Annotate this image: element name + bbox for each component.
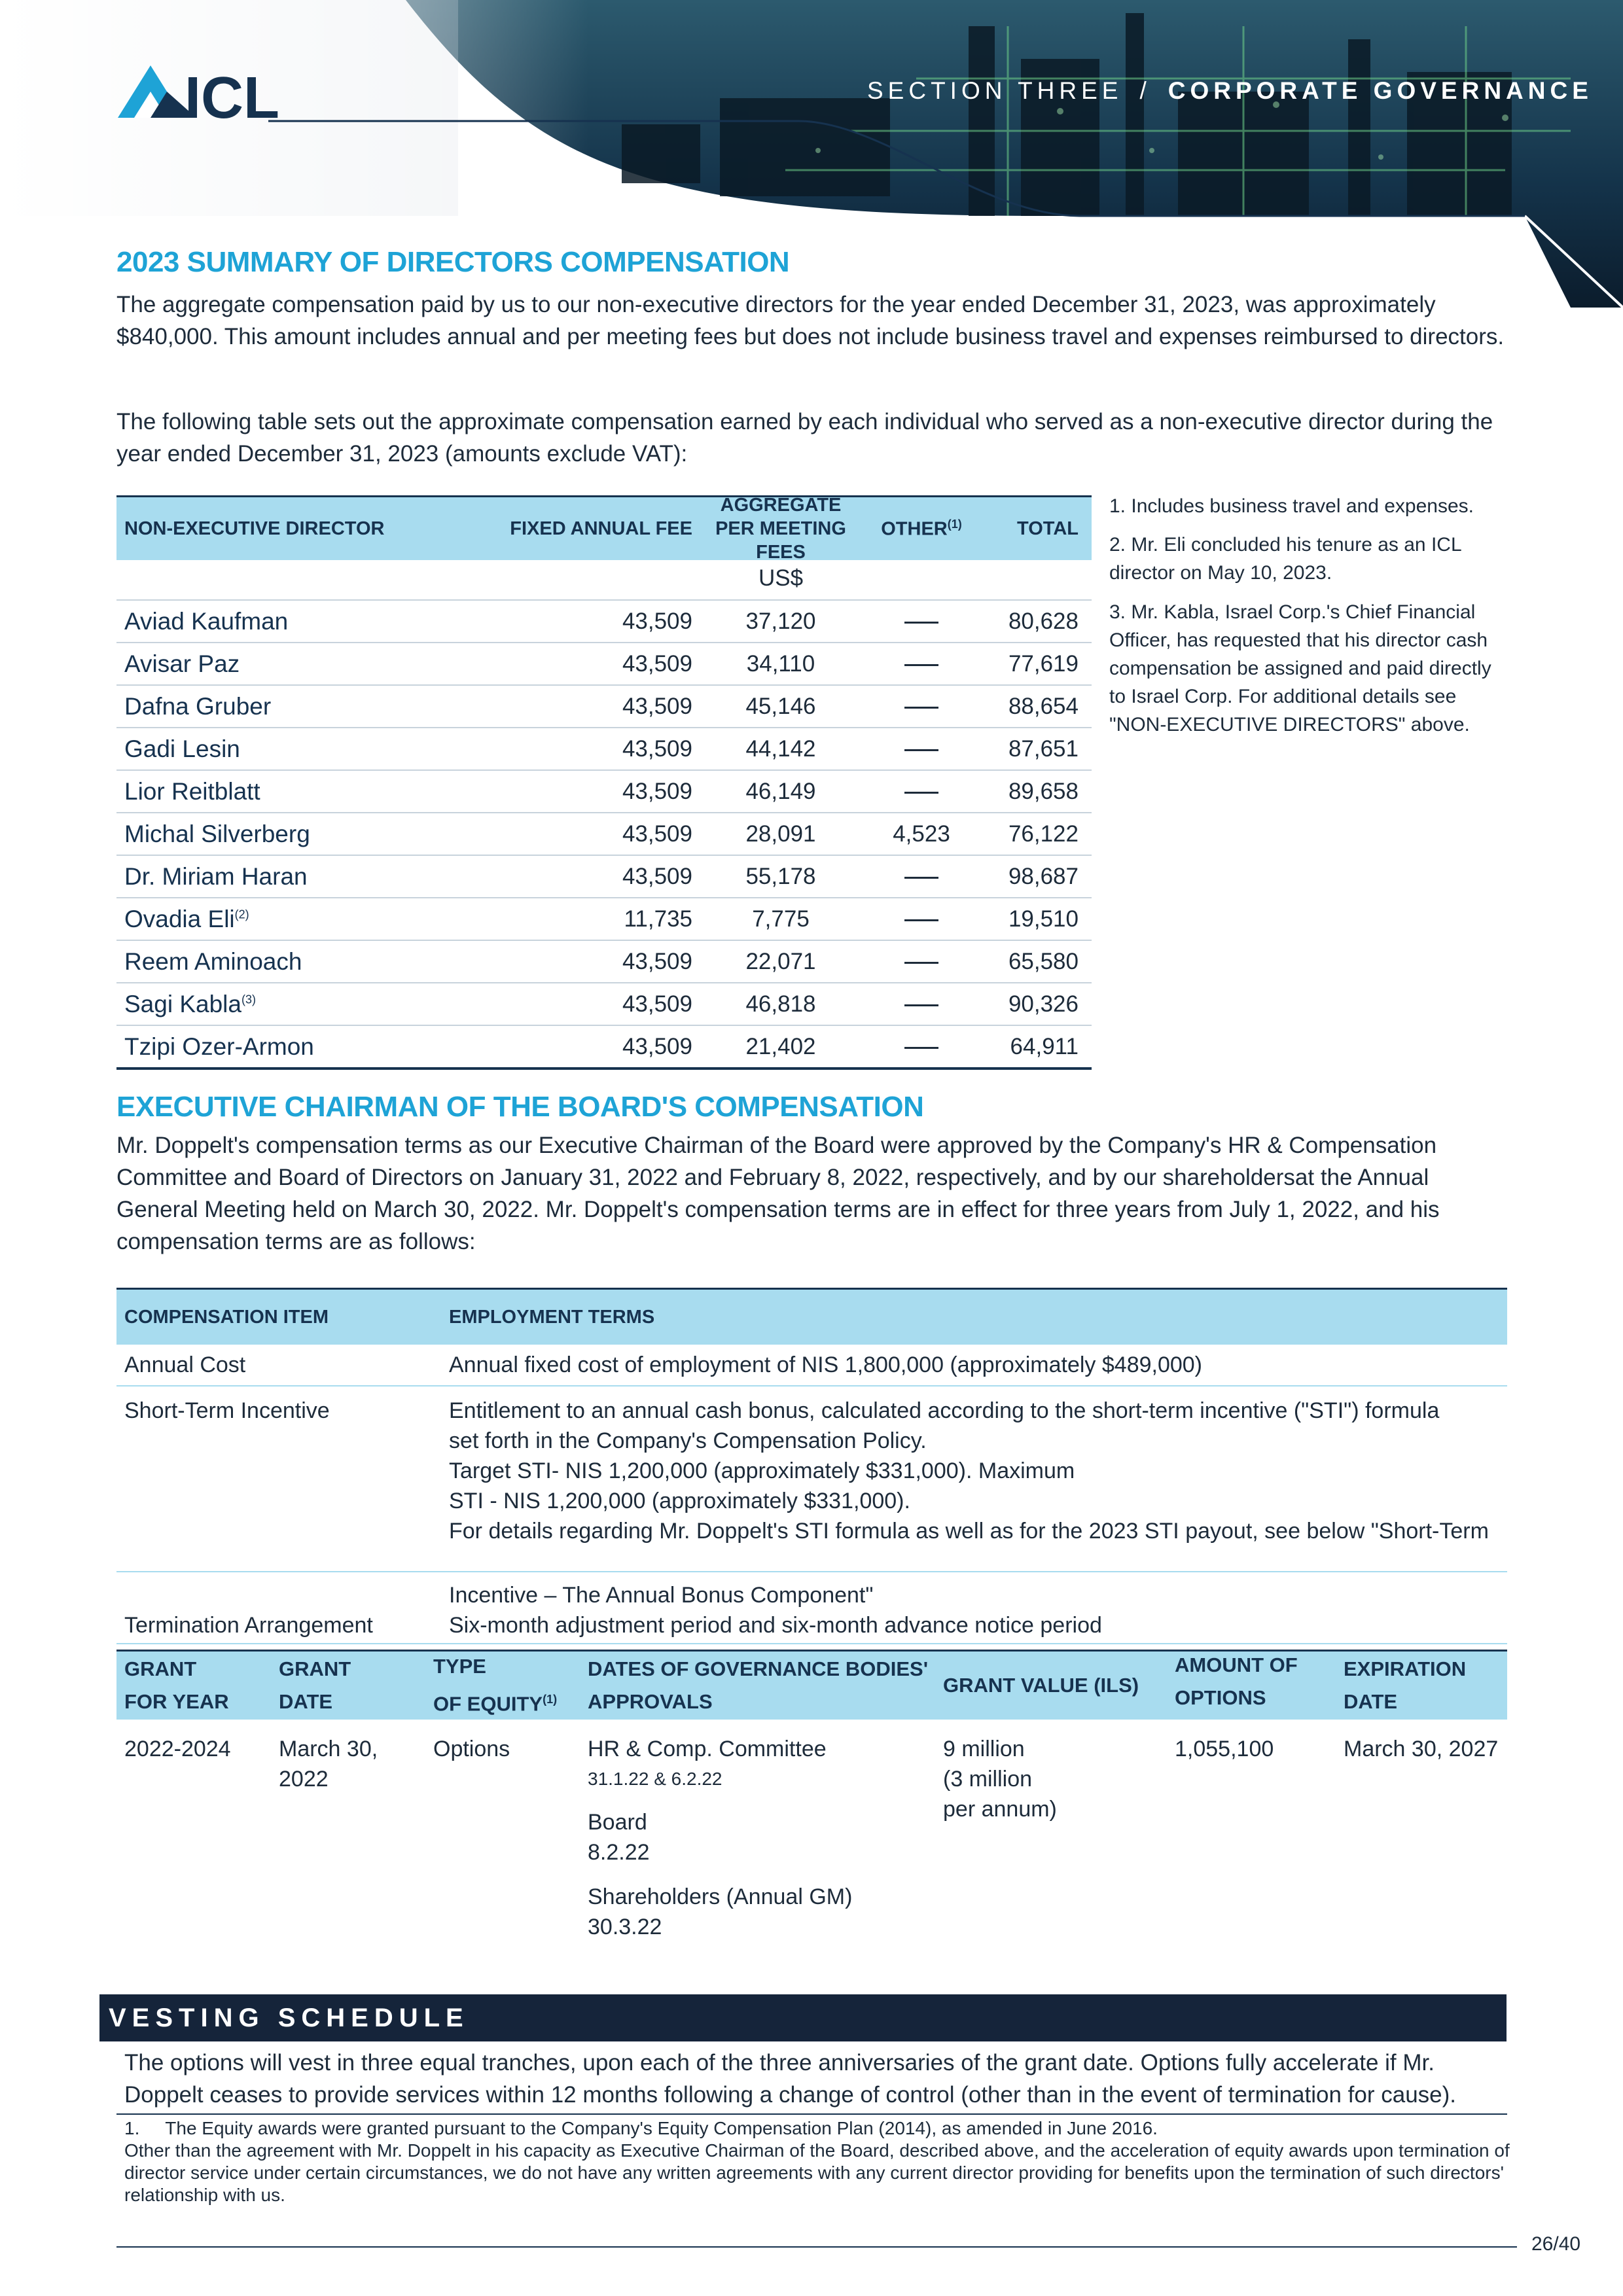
fixed-fee: 43,509 (622, 948, 692, 974)
director-row (116, 728, 1092, 771)
nil-dash (904, 1004, 938, 1006)
header-expiration-date (1344, 1653, 1507, 1718)
approvals (588, 1734, 943, 1942)
sti-line: STI - NIS 1,200,000 (approximately $331,000). (449, 1489, 910, 1513)
header-compensation-item: COMPENSATION ITEM (124, 1306, 329, 1328)
footnote-text: The Equity awards were granted pursuant to the Company's Equity Compensation Plan (2014), as amended in June 2016. (165, 2118, 1158, 2138)
directors-table-body (116, 601, 1092, 1070)
total-fee: 76,122 (1008, 821, 1079, 847)
director-row (116, 686, 1092, 728)
row-annual-cost (116, 1345, 1507, 1386)
footnote-2: 2. Mr. Eli concluded his tenure as an ICL director on May 10, 2023. (1109, 534, 1461, 584)
other-fee (863, 906, 980, 932)
equity-grants-table (116, 1650, 1507, 1942)
director-name-text: Michal Silverberg (124, 820, 310, 847)
director-note: (2) (234, 908, 249, 921)
director-name (116, 608, 424, 635)
currency-label: US$ (758, 565, 804, 591)
sti-line: Target STI- NIS 1,200,000 (approximately $331,000). Maximum (449, 1458, 1075, 1483)
director-row (116, 1026, 1092, 1070)
header-text: GRANT (124, 1657, 197, 1680)
header-text: TYPE (433, 1655, 486, 1678)
header-other-label: OTHER (881, 518, 948, 540)
row-termination (116, 1572, 1507, 1644)
section-title: CORPORATE GOVERNANCE (1168, 77, 1593, 104)
nil-dash (904, 707, 938, 709)
total-fee: 64,911 (1010, 1033, 1079, 1059)
vesting-schedule-bar (99, 1994, 1507, 2041)
aggregate-fee: 46,818 (745, 991, 816, 1017)
vesting-title: VESTING SCHEDULE (109, 2004, 469, 2032)
nil-dash (904, 622, 938, 624)
aggregate-fee: 44,142 (745, 735, 816, 762)
fixed-fee: 11,735 (624, 906, 692, 932)
approval-label: Board (588, 1810, 647, 1835)
summary-heading (116, 246, 789, 279)
director-name (116, 948, 424, 976)
sti-line: For details regarding Mr. Doppelt's STI formula as well as for the 2023 STI payout, see below "Short-Term (449, 1519, 1489, 1544)
aggregate-fee: 46,149 (745, 778, 816, 804)
chairman-terms-table (116, 1288, 1507, 1644)
header-grant-for-year (116, 1653, 279, 1718)
termination-label: Termination Arrangement (124, 1613, 373, 1638)
header-text: AMOUNT OF (1175, 1653, 1298, 1676)
header-grant-date (279, 1653, 433, 1718)
director-name-text: Avisar Paz (124, 650, 240, 677)
header-text: FOR YEAR (124, 1690, 229, 1713)
director-name (116, 991, 424, 1018)
fixed-fee: 43,509 (622, 863, 692, 889)
termination-value (449, 1580, 1507, 1643)
director-row (116, 898, 1092, 941)
aggregate-fee: 55,178 (745, 863, 816, 889)
fixed-fee: 43,509 (622, 693, 692, 719)
header-text: DATE (279, 1690, 333, 1713)
header-text: OPTIONS (1175, 1686, 1266, 1709)
total-fee: 88,654 (1008, 693, 1079, 719)
director-name-text: Lior Reitblatt (124, 777, 260, 805)
nil-dash (904, 1047, 938, 1049)
header-aggregate-fees: AGGREGATE PER MEETING FEES (715, 495, 846, 563)
header-other (863, 518, 980, 540)
director-row (116, 771, 1092, 813)
other-fee (863, 1034, 980, 1060)
director-row (116, 643, 1092, 686)
nil-dash (904, 792, 938, 794)
approval-date: 30.3.22 (588, 1915, 662, 1939)
approval-date: 8.2.22 (588, 1840, 650, 1865)
sti-line: Incentive – The Annual Bonus Component" (449, 1583, 874, 1608)
director-name-text: Tzipi Ozer-Armon (124, 1033, 314, 1060)
grant-value-line: per annum) (943, 1797, 1057, 1822)
equity-footnote (124, 2117, 1564, 2140)
other-fee (863, 949, 980, 975)
header-note: (1) (543, 1693, 558, 1706)
other-fee (863, 694, 980, 720)
fixed-fee: 43,509 (622, 650, 692, 677)
header-text: EXPIRATION (1344, 1657, 1467, 1680)
other-fee (863, 991, 980, 1017)
total-fee: 19,510 (1008, 906, 1079, 932)
expiration-date: March 30, 2027 (1344, 1737, 1499, 1761)
logo-text: ICL (185, 65, 279, 131)
director-name-text: Sagi Kabla (124, 990, 241, 1017)
header-text: APPROVALS (588, 1690, 713, 1713)
director-row (116, 941, 1092, 983)
page-number: 26/40 (1531, 2233, 1581, 2255)
section-separator: / (1139, 77, 1151, 104)
other-fee (863, 651, 980, 677)
equity-type: Options (433, 1737, 510, 1761)
total-fee: 65,580 (1008, 948, 1079, 974)
nil-dash (904, 877, 938, 879)
aggregate-fee: 7,775 (752, 906, 810, 932)
fixed-fee: 43,509 (622, 1033, 692, 1059)
closing-paragraph: Other than the agreement with Mr. Doppelt in his capacity as Executive Chairman of the Board, described above, and the acceleration of equity awards upon termination of director service under certain circumstances, we do not have any written agreements with any current director providing for benefits upon the termination of such directors' relationship with us. (124, 2140, 1510, 2205)
director-row (116, 813, 1092, 856)
approval-label: HR & Comp. Committee (588, 1737, 827, 1761)
total-fee: 90,326 (1008, 991, 1079, 1017)
nil-dash (904, 962, 938, 964)
divider (116, 2113, 1507, 2115)
directors-table-header (116, 495, 1092, 563)
nil-dash (904, 664, 938, 666)
grant-value-line: 9 million (943, 1737, 1025, 1761)
other-fee (863, 864, 980, 890)
row-short-term-incentive (116, 1386, 1507, 1572)
director-row (116, 856, 1092, 898)
header-text: DATES OF GOVERNANCE BODIES' (588, 1657, 929, 1680)
section-label (867, 77, 1593, 105)
summary-paragraph-2: The following table sets out the approximate compensation earned by each individual who served as a non-executive director during the year ended December 31, 2023 (amounts exclude VAT): (116, 409, 1493, 467)
director-name (116, 863, 424, 891)
director-name-text: Ovadia Eli (124, 905, 235, 932)
fixed-fee: 43,509 (622, 778, 692, 804)
header-employment-terms: EMPLOYMENT TERMS (449, 1306, 655, 1328)
other-fee (863, 609, 980, 635)
annual-cost-label: Annual Cost (124, 1352, 246, 1377)
header-type-of-equity (433, 1650, 588, 1720)
grant-value (943, 1734, 1175, 1942)
director-name (116, 650, 424, 678)
sti-line: Entitlement to an annual cash bonus, calculated according to the short-term incentive ("STI") formula (449, 1398, 1440, 1423)
annual-cost-value: Annual fixed cost of employment of NIS 1,800,000 (approximately $489,000) (449, 1352, 1203, 1377)
header-text: DATE (1344, 1690, 1398, 1713)
header-text: OF EQUITY (433, 1692, 543, 1716)
header-amount-of-options (1175, 1649, 1344, 1714)
summary-title: SUMMARY OF DIRECTORS COMPENSATION (187, 246, 790, 278)
total-fee: 89,658 (1008, 778, 1079, 804)
summary-paragraph-1: The aggregate compensation paid by us to our non-executive directors for the year ended December 31, 2023, was approximately $840,000. This amount includes annual and per meeting fees but does not include business travel and expenses reimbursed to directors. (116, 292, 1505, 349)
summary-year: 2023 (116, 246, 179, 278)
termination-text: Six-month adjustment period and six-month advance notice period (449, 1613, 1102, 1638)
director-name-text: Gadi Lesin (124, 735, 240, 762)
total-fee: 80,628 (1008, 608, 1079, 634)
footnote-3: 3. Mr. Kabla, Israel Corp.'s Chief Financial Officer, has requested that his director cash compensation be assigned and paid directly to Israel Corp. For additional details see "NON-EXECUTIVE DIRECTORS" above. (1109, 601, 1491, 735)
directors-compensation-table (116, 495, 1092, 1070)
director-row (116, 983, 1092, 1026)
sti-value (449, 1396, 1507, 1571)
director-name-text: Reem Aminoach (124, 947, 302, 975)
section-number: SECTION THREE (867, 77, 1123, 104)
grants-table-header (116, 1650, 1507, 1720)
fixed-fee: 43,509 (622, 735, 692, 762)
header-director: NON-EXECUTIVE DIRECTOR (124, 518, 385, 539)
aggregate-fee: 22,071 (745, 948, 816, 974)
grant-for-year: 2022-2024 (124, 1737, 231, 1761)
fixed-fee: 43,509 (622, 991, 692, 1017)
aggregate-fee: 34,110 (746, 650, 815, 677)
director-name-text: Dafna Gruber (124, 692, 272, 720)
total-fee: 77,619 (1008, 650, 1079, 677)
aggregate-fee: 28,091 (745, 821, 816, 847)
fixed-fee: 43,509 (622, 608, 692, 634)
header-text: GRANT (279, 1657, 351, 1680)
other-fee (863, 779, 980, 805)
other-fee: 4,523 (893, 821, 950, 847)
director-name (116, 906, 424, 933)
grant-date: March 30, 2022 (279, 1737, 378, 1792)
nil-dash (904, 919, 938, 921)
fixed-fee: 43,509 (622, 821, 692, 847)
director-note: (3) (241, 993, 256, 1006)
approval-label: Shareholders (Annual GM) (588, 1884, 853, 1909)
director-name (116, 821, 424, 848)
footer-rule (116, 2246, 1517, 2248)
header-grant-value: GRANT VALUE (ILS) (943, 1674, 1139, 1697)
other-fee (863, 736, 980, 762)
chairman-heading: EXECUTIVE CHAIRMAN OF THE BOARD'S COMPENSATION (116, 1091, 924, 1123)
grant-value-line: (3 million (943, 1767, 1033, 1792)
aggregate-fee: 45,146 (745, 693, 816, 719)
sti-line: set forth in the Company's Compensation Policy. (449, 1428, 927, 1453)
total-fee: 87,651 (1008, 735, 1079, 762)
aggregate-fee: 21,402 (745, 1033, 816, 1059)
footnote-number: 1. (124, 2118, 140, 2138)
director-name-text: Aviad Kaufman (124, 607, 289, 635)
header-approval-dates (588, 1653, 943, 1718)
director-name (116, 735, 424, 763)
director-name (116, 1033, 424, 1061)
nil-dash (904, 749, 938, 751)
chairman-paragraph: Mr. Doppelt's compensation terms as our Executive Chairman of the Board were approved by the Company's HR & Compensation Committee and Board of Directors on January 31, 2022 and February 8, 2022, respectively, and by our shareholdersat the Annual General Meeting held on March 30, 2022. Mr. Doppelt's compensation terms are in effect for three years from July 1, 2022, and his compensation terms are as follows: (116, 1133, 1440, 1254)
currency-row (116, 560, 1092, 601)
header-other-note: (1) (947, 517, 962, 531)
options-amount: 1,055,100 (1175, 1737, 1274, 1761)
footnote-1: 1. Includes business travel and expenses. (1109, 495, 1474, 517)
vesting-text: The options will vest in three equal tranches, upon each of the three anniversaries of the grant date. Options fully accelerate if Mr. Doppelt ceases to provide services within 12 months following a change of control (other than in the event of termination for cause). (124, 2050, 1457, 2108)
aggregate-fee: 37,120 (745, 608, 816, 634)
header-total: TOTAL (1017, 518, 1079, 539)
director-name (116, 693, 424, 720)
header-fixed-fee: FIXED ANNUAL FEE (510, 518, 692, 539)
director-row (116, 601, 1092, 643)
approval-date: 31.1.22 & 6.2.22 (588, 1769, 722, 1789)
director-name-text: Dr. Miriam Haran (124, 862, 308, 890)
sti-label: Short-Term Incentive (124, 1398, 330, 1423)
chairman-table-header (116, 1288, 1507, 1345)
total-fee: 98,687 (1008, 863, 1079, 889)
director-name (116, 778, 424, 805)
grant-row (116, 1720, 1507, 1942)
